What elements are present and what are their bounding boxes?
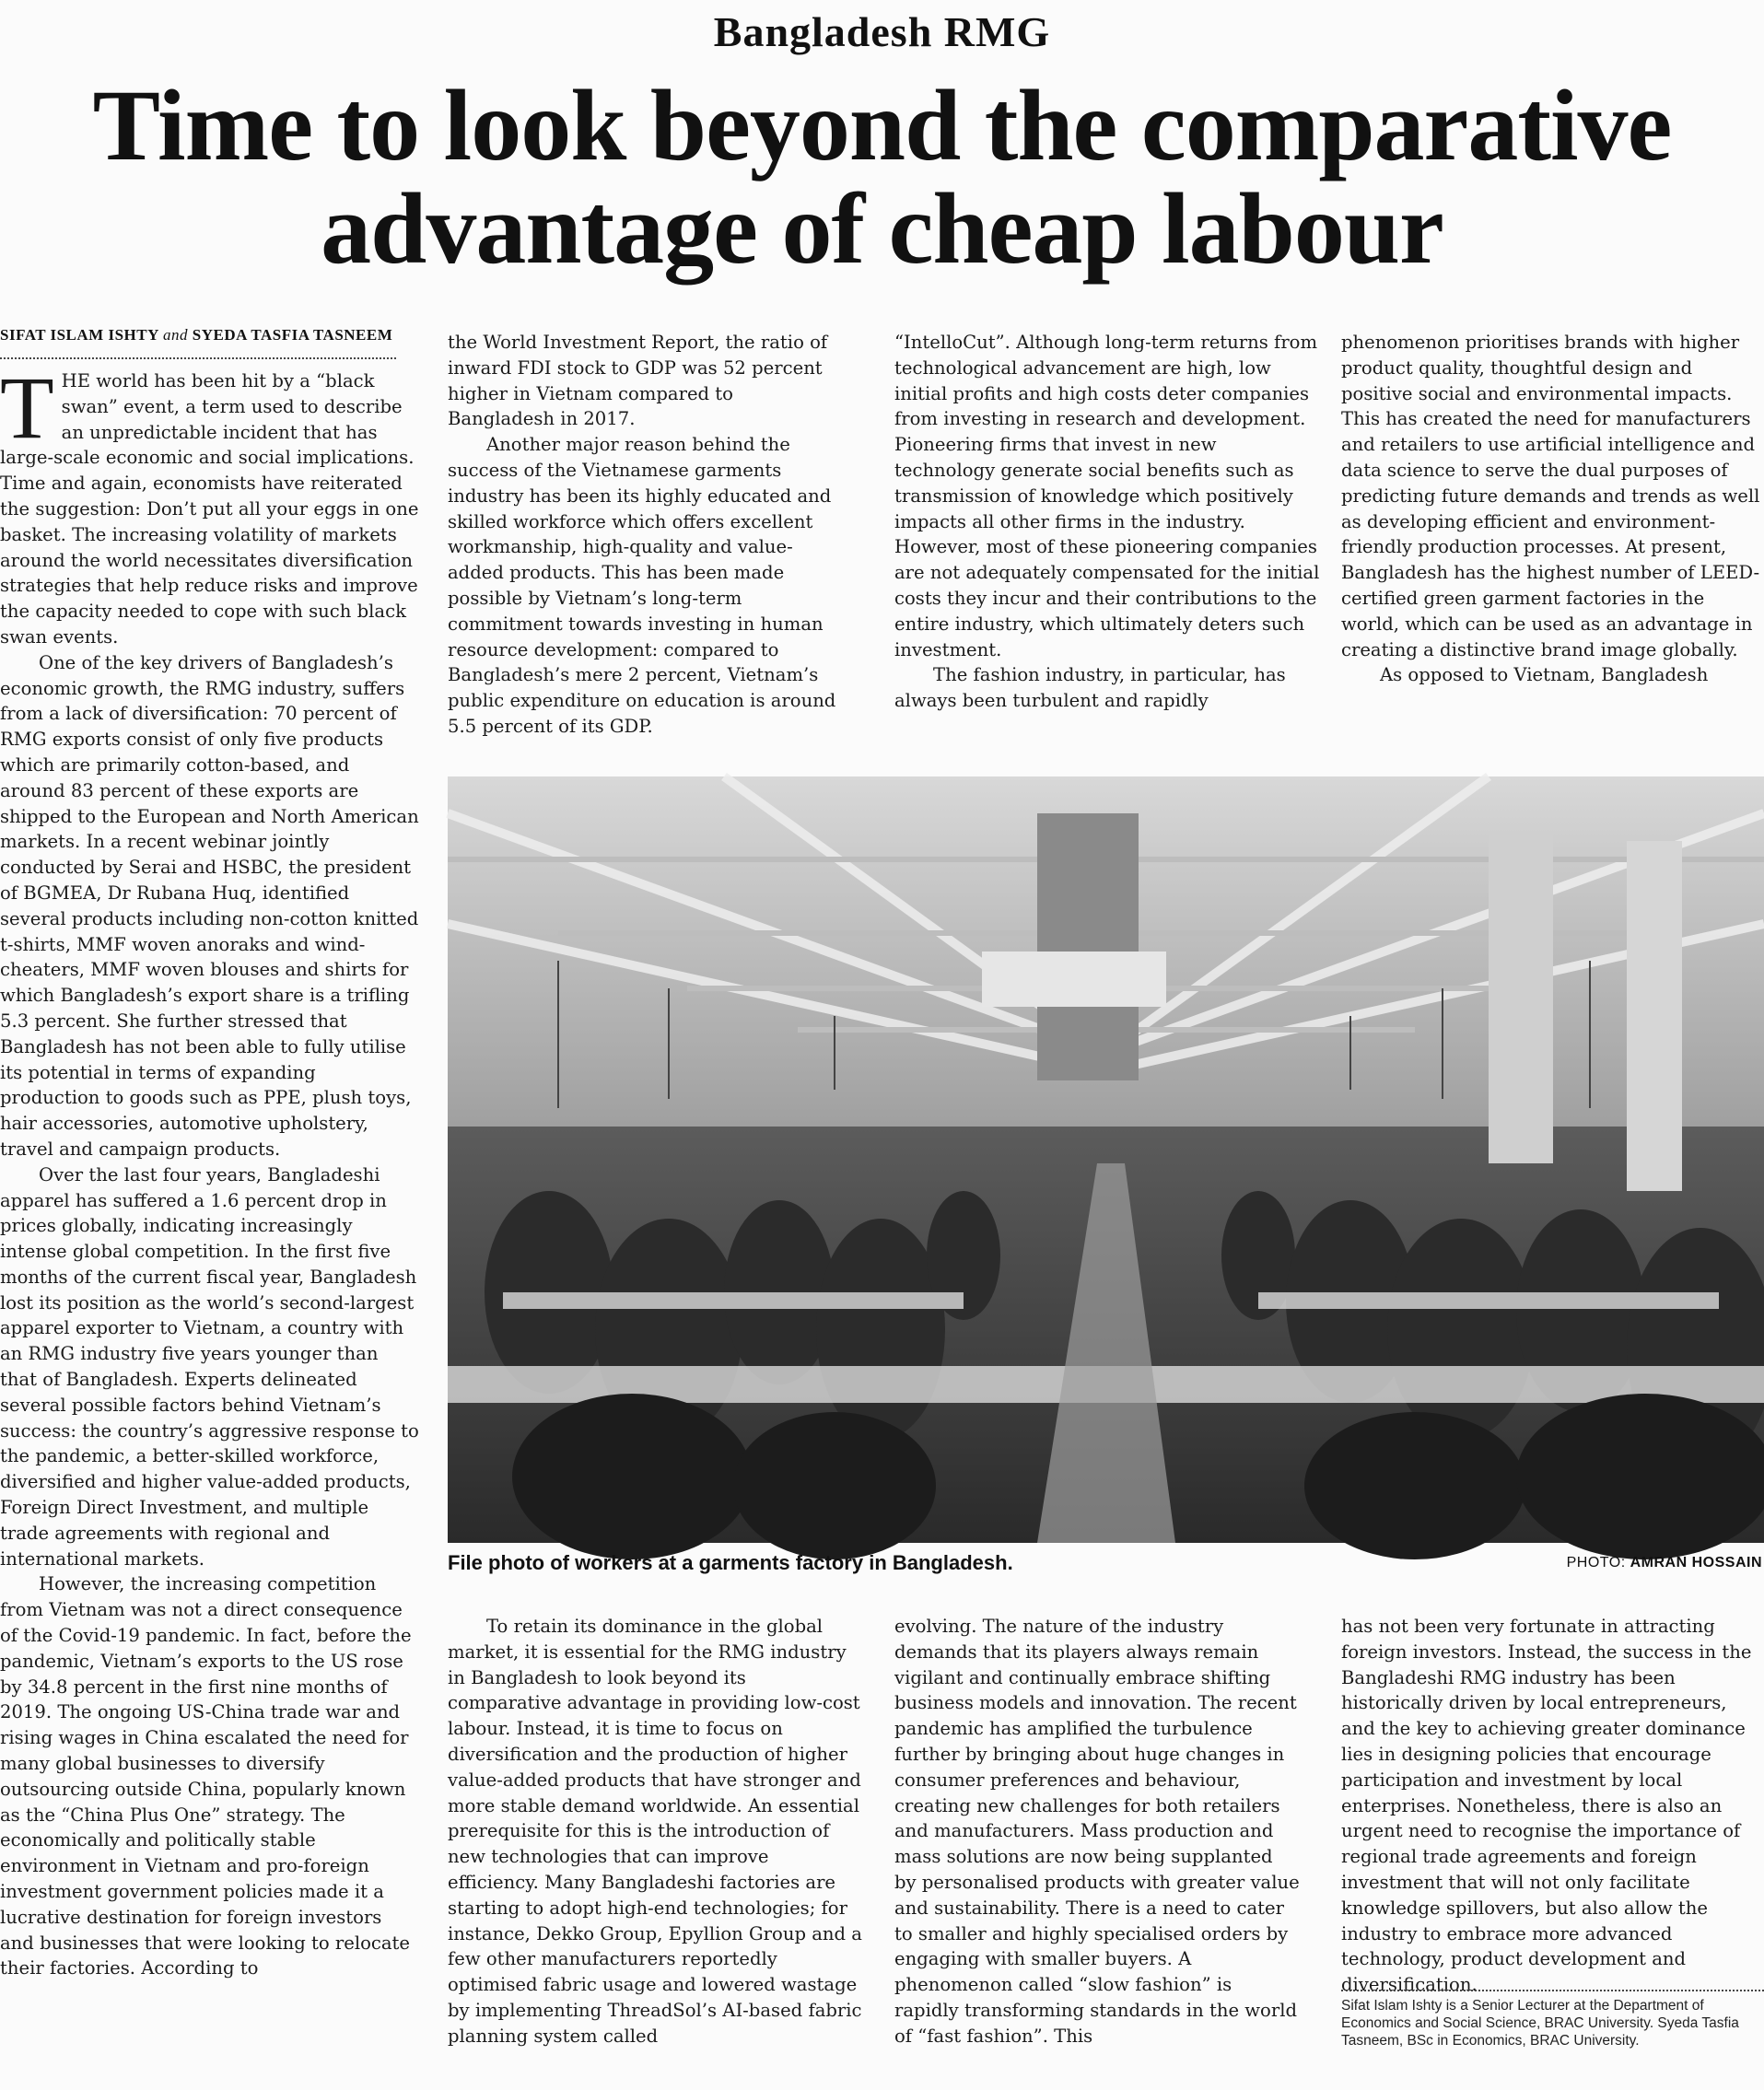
photo-credit-name: AMRAN HOSSAIN (1630, 1555, 1762, 1570)
paragraph: To retain its dominance in the global market, it is essential for the RMG industry in Bangladesh to look beyond its comparative advantage in providing low-cost labour. Instead, it is time to focus on diversification and the production of higher value-added products that have stronger and more stable demand worldwide. An essential prerequisite for this is the introduction of new technologies that can improve efficiency. Many Bangladeshi factories are starting to adopt high-end technologies; for instance, Dekko Group, Epyllion Group and a few other manufacturers reportedly optimised fabric usage and lowered wastage by implementing ThreadSol’s AI-based fabric planning system called (448, 1616, 862, 2047)
paragraph: the World Investment Report, the ratio of inward FDI stock to GDP was 52 percent higher in Vietnam compared to Bangladesh in 2017. (448, 332, 828, 430)
byline (0, 326, 396, 344)
paragraph: Another major reason behind the success of the Vietnamese garments industry has been its highly educated and skilled workforce which offers excellent workmanship, high-quality and value-added products. This has been made possible by Vietnam’s long-term commitment towards investing in human resource development: compared to Bangladesh’s mere 2 percent, Vietnam’s public expenditure on education is around 5.5 percent of its GDP. (448, 434, 836, 737)
factory-photo (448, 776, 1764, 1543)
headline-line-1: Time to look beyond the comparative (92, 69, 1672, 181)
column-4-bottom (1341, 1614, 1764, 1996)
drop-cap: T (0, 358, 54, 457)
column-1 (0, 358, 420, 2089)
column-2-bottom (448, 1614, 864, 2089)
paragraph: One of the key drivers of Bangladesh’s economic growth, the RMG industry, suffers from a lack of diversification: 70 percent of RMG exports consist of only five products which are primarily cotton-based, and around 83 percent of these exports are shipped to the European and North American markets. In a recent webinar jointly conducted by Serai and HSBC, the president of BGMEA, Dr Rubana Huq, identified several products including non-cotton knitted t-shirts, MMF woven anoraks and wind-cheaters, MMF woven blouses and shirts for which Bangladesh’s export share is a trifling 5.3 percent. She further stressed that Bangladesh has not been able to fully utilise its potential in terms of expanding production to goods such as PPE, plush toys, hair accessories, automotive upholstery, travel and campaign products. (0, 651, 419, 1160)
paragraph: evolving. The nature of the industry demands that its players always remain vigilant and continually embrace shifting business models and innovation. The recent pandemic has amplified the turbulence further by bringing about huge changes in consumer preferences and behaviour, creating new challenges for both retailers and manufacturers. Mass production and mass solutions are now being supplanted by personalised products with greater value and sustainability. There is a need to cater to smaller and highly specialised orders by engaging with smaller buyers. A phenomenon called “slow fashion” is rapidly transforming standards in the world of “fast fashion”. This (894, 1616, 1300, 2047)
paragraph: However, the increasing competition from Vietnam was not a direct consequence of the Covid-19 pandemic. In fact, before the pandemic, Vietnam’s exports to the US rose by 34.8 percent in the first nine months of 2019. The ongoing US-China trade war and rising wages in China escalated the need for many global businesses to diversify outsourcing outside China, popularly known as the “China Plus One” strategy. The economically and politically stable environment in Vietnam and pro-foreign investment government policies made it a lucrative destination for foreign investors and businesses that were looking to relocate their factories. According to (0, 1573, 412, 1979)
headline (0, 69, 1764, 285)
photo-credit (1567, 1555, 1762, 1571)
author-2: SYEDA TASFIA TASNEEM (192, 326, 393, 344)
column-4-top (1341, 330, 1764, 735)
factory-photo-illustration (448, 776, 1764, 1543)
paragraph: Over the last four years, Bangladeshi apparel has suffered a 1.6 percent drop in prices globally, indicating increasingly intense global competition. In the first five months of the current fiscal year, Bangladesh lost its position as the world’s second-largest apparel exporter to Vietnam, a country with an RMG industry five years younger than that of Bangladesh. Experts delineated several possible factors behind Vietnam’s success: the country’s aggressive response to the pandemic, a better-skilled workforce, diversified and higher value-added products, Foreign Direct Investment, and multiple trade agreements with regional and international markets. (0, 1163, 419, 1570)
byline-and: and (163, 326, 188, 344)
paragraph: As opposed to Vietnam, Bangladesh (1380, 664, 1709, 686)
paragraph: has not been very fortunate in attracting foreign investors. Instead, the success in the Bangladeshi RMG industry has been historically driven by local entrepreneurs, and the key to achieving greater dominance lies in designing policies that encourage participation and investment by local enterprises. Nonetheless, there is also an urgent need to recognise the importance of regional trade agreements and foreign investment that will not only facilitate knowledge spillovers, but also allow the industry to embrace more advanced technology, product development and diversification. (1341, 1616, 1752, 1996)
column-3-bottom (894, 1614, 1300, 2089)
section-label: Bangladesh RMG (713, 8, 1051, 55)
author-1: SIFAT ISLAM ISHTY (0, 326, 159, 344)
paragraph: phenomenon prioritises brands with higher product quality, thoughtful design and positive social and environmental impacts. This has created the need for manufacturers and retailers to use artificial intelligence and data science to serve the dual purposes of predicting future demands and trends as well as developing efficient and environment-friendly production processes. At present, Bangladesh has the highest number of LEED-certified green garment factories in the world, which can be used as an advantage in creating a distinctive brand image globally. (1341, 332, 1760, 660)
photo-caption: File photo of workers at a garments factory in Bangladesh. (448, 1551, 1013, 1574)
column-3-top (894, 330, 1320, 735)
byline-divider (0, 357, 396, 359)
photo-credit-label: PHOTO: (1566, 1555, 1626, 1570)
paragraph: THE world has been hit by a “black swan” event, a term used to describe an unpredictable incident that has large-scale economic and social implications. Time and again, economists have reiterated the suggestion: Don’t put all your eggs in one basket. The increasing volatility of markets around the world necessitates diversification strategies that help reduce risks and improve the capacity needed to cope with such black swan events. (0, 358, 419, 648)
bio-divider (1341, 1990, 1764, 1991)
author-bio: Sifat Islam Ishty is a Senior Lecturer at the Department of Economics and Social Science, BRAC University. Syeda Tasfia Tasneem, BSc in Economics, BRAC University. (1341, 1998, 1739, 2049)
paragraph: “IntelloCut”. Although long-term returns from technological advancement are high, low initial profits and high costs deter companies from investing in research and development. Pioneering firms that invest in new technology generate social benefits such as transmission of knowledge which positively impacts all other firms in the industry. However, most of these pioneering companies are not adequately compensated for the initial costs they incur and their contributions to the entire industry, which ultimately deters such investment. (894, 332, 1320, 660)
column-2-top (448, 330, 844, 735)
headline-line-2: advantage of cheap labour (321, 172, 1443, 285)
paragraph: The fashion industry, in particular, has always been turbulent and rapidly (894, 664, 1286, 712)
